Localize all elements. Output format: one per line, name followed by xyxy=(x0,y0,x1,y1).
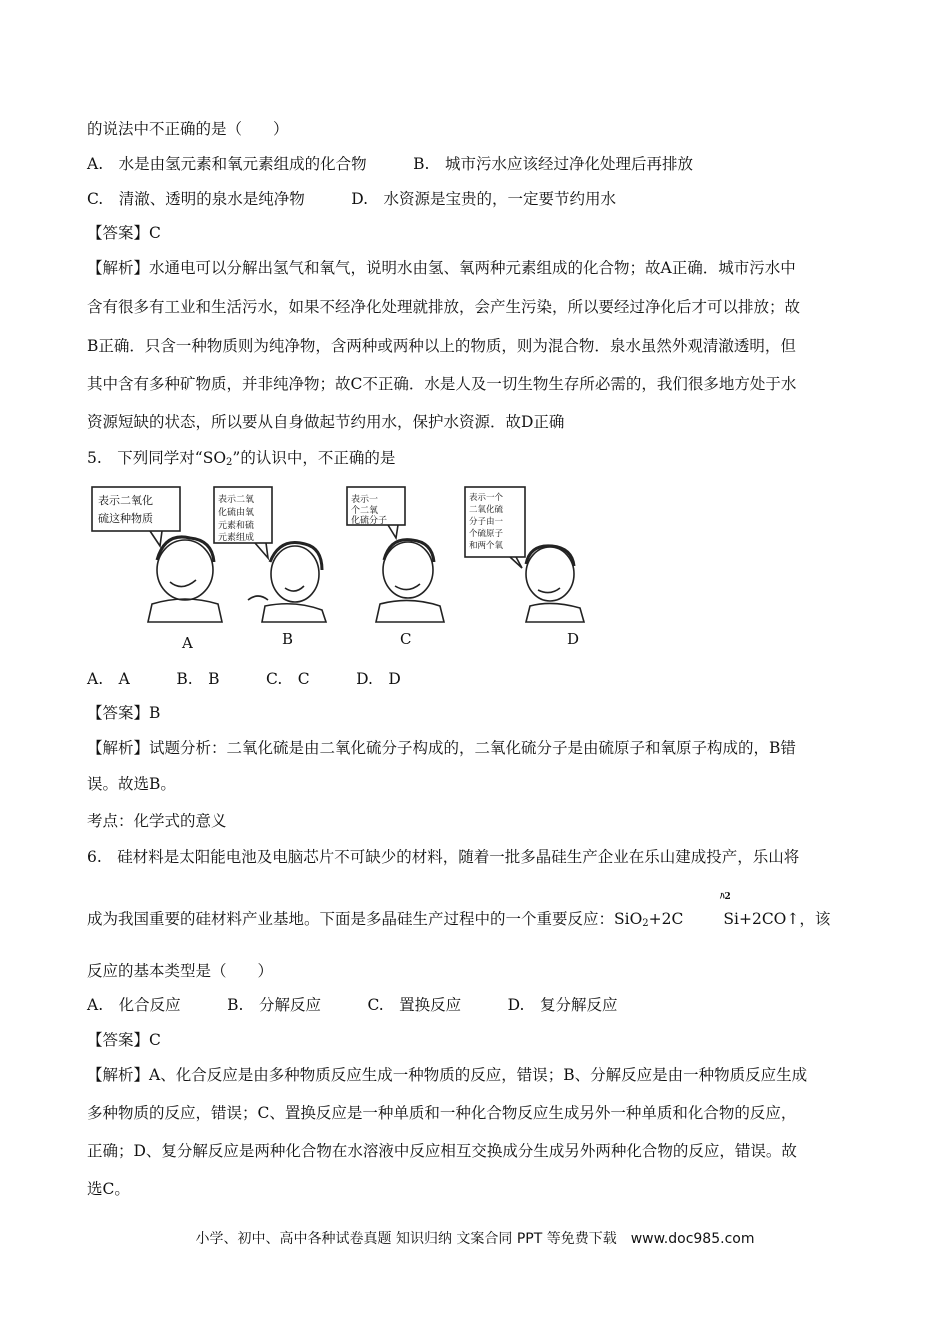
q5-stem: 5. 下列同学对“$SO_2$”的认识中，不正确的是 xyxy=(87,449,396,468)
q5-point: 考点：化学式的意义 xyxy=(87,812,227,830)
q5-analysis-line: 【解析】试题分析：二氧化硫是由二氧化硫分子构成的，二氧化硫分子是由硫原子和氧原子构成的，B错 xyxy=(87,739,796,757)
page-footer: 小学、初中、高中各种试卷真题 知识归纳 文案合同 PPT 等免费下载 www.doc985.com xyxy=(195,1231,755,1247)
q4-analysis-line: 其中含有多种矿物质，并非纯净物；故C不正确．水是人及一切生物生存所必需的，我们很多地方处于水 xyxy=(87,375,797,393)
figure-label-b: B xyxy=(282,630,294,648)
bubble-c-text-3: 化硫分子 xyxy=(351,516,388,526)
q6-analysis-line: 多种物质的反应，错误；C、置换反应是一种单质和一种化合物反应生成另外一种单质和化合物的反应， xyxy=(87,1104,797,1122)
q6-options: A. 化合反应 B. 分解反应 C. 置换反应 D. 复分解反应 xyxy=(87,996,618,1014)
q4-analysis-line: 资源短缺的状态，所以要从自身做起节约用水，保护水资源．故D正确 xyxy=(87,413,565,431)
bubble-d-text-5: 和两个氧 xyxy=(469,541,504,551)
q6-analysis-line: 选C。 xyxy=(87,1180,130,1198)
bubble-d-text-4: 个硫原子 xyxy=(469,529,504,539)
q5-analysis-line: 误。故选B。 xyxy=(87,775,176,793)
q4-options-ab: A. 水是由氢元素和氧元素组成的化合物 B. 城市污水应该经过净化处理后再排放 xyxy=(87,155,693,173)
q4-options-cd: C. 清澈、透明的泉水是纯净物 D. 水资源是宝贵的，一定要节约用水 xyxy=(87,190,617,208)
q6-equation-line: 成为我国重要的硅材料产业基地。下面是多晶硅生产过程中的一个重要反应：SiO$_2$+2C Si+2CO↑，该 xyxy=(87,910,831,929)
q4-stem: 的说法中不正确的是（ ） xyxy=(87,120,289,138)
bubble-c-text-2: 个二氧 xyxy=(351,506,379,516)
q4-answer: 【答案】C xyxy=(87,224,161,242)
q4-analysis-line: B正确．只含一种物质则为纯净物，含两种或两种以上的物质，则为混合物．泉水虽然外观清澈透明，但 xyxy=(87,337,796,355)
bubble-a-text-2: 硫这种物质 xyxy=(98,512,153,525)
student-b-head xyxy=(271,546,319,602)
q6-line: 反应的基本类型是（ ） xyxy=(87,962,274,980)
q4-analysis-line: 【解析】水通电可以分解出氢气和氧气，说明水由氢、氧两种元素组成的化合物；故A正确．城市污水中 xyxy=(87,259,796,277)
q4-analysis-line: 含有很多有工业和生活污水，如果不经净化处理就排放，会产生污染，所以要经过净化后才可以排放；故 xyxy=(87,298,801,316)
bubble-d-text-2: 二氧化硫 xyxy=(469,505,504,515)
student-a-head xyxy=(157,540,213,600)
q6-analysis-line: 正确；D、复分解反应是两种化合物在水溶液中反应相互交换成分生成另外两种化合物的反应，错误。故 xyxy=(87,1142,797,1160)
bubble-b-text-2: 化硫由氧 xyxy=(218,508,255,518)
q6-analysis-line: 【解析】A、化合反应是由多种物质反应生成一种物质的反应，错误；B、分解反应是由一种物质反应生成 xyxy=(87,1066,808,1084)
bubble-c-text-1: 表示一 xyxy=(351,495,379,505)
figure-label-d: D xyxy=(567,630,580,648)
q5-illustration xyxy=(90,482,850,652)
q6-line: 6. 硅材料是太阳能电池及电脑芯片不可缺少的材料，随着一批多晶硅生产企业在乐山建成投产，乐山将 xyxy=(87,848,800,866)
figure-label-a: A xyxy=(182,634,193,652)
q5-answer: 【答案】B xyxy=(87,704,161,722)
bubble-b-text-3: 元素和硫 xyxy=(218,521,255,531)
q5-options: A. A B. B C. C D. D xyxy=(87,670,401,688)
figure-label-c: C xyxy=(400,630,412,648)
bubble-d-text-3: 分子由一 xyxy=(469,517,504,527)
bubble-b-text-1: 表示二氧 xyxy=(218,495,255,505)
bubble-b-text-4: 元素组成 xyxy=(218,533,255,543)
bubble-d-text-1: 表示一个 xyxy=(469,493,504,503)
reaction-condition: ﾊ2 xyxy=(720,892,731,902)
bubble-a-text-1: 表示二氧化 xyxy=(98,494,153,507)
q6-answer: 【答案】C xyxy=(87,1031,161,1049)
